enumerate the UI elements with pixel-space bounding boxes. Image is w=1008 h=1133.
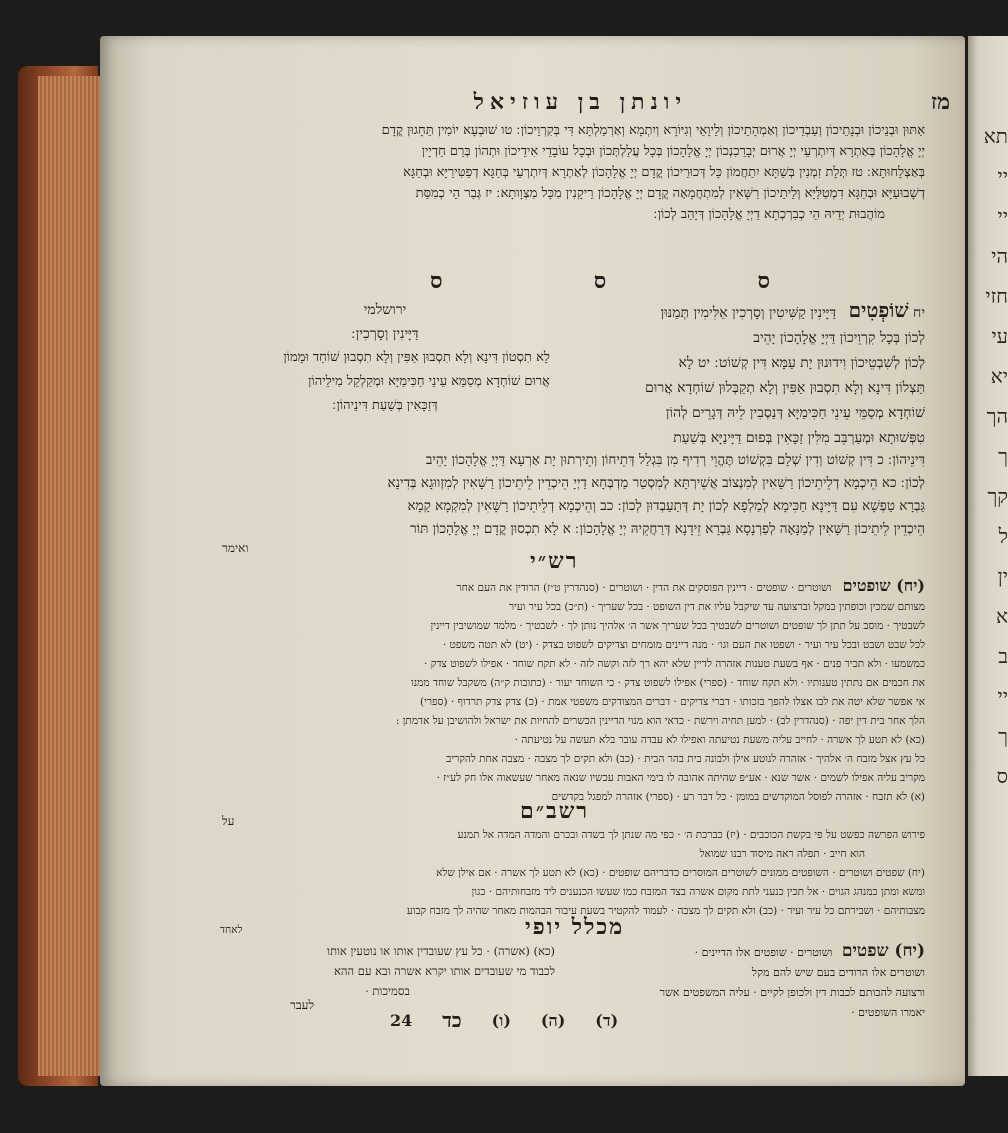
column-subheading: דַּיָּינִין וְסָרְכִין ׃ — [351, 326, 419, 342]
separator-mark: ס — [430, 268, 443, 294]
text-fragment: תא — [983, 124, 1008, 148]
text-line: כמשמעו · ולא תכיר פנים · אף בשעת טענות אזהרה לדיין שלא יהא רך לזה וקשה לזה · לא תקח שוחד · אפילו לשפוט צדק · — [424, 658, 925, 670]
text-fragment: קך — [987, 484, 1008, 508]
verse-number: יח — [913, 305, 925, 321]
text-line: לְכוֹן ׃ כא הֵיכְמָא דְלֵיתֵיכוֹן רַשָּׁאִין לְמִנְצוֹב אֲשֵׁירְתָּא לְמִסְטַר מַדְבְּחָא דַיְיָ הֵיכְדֵין לֵיתֵיכוֹן רַשָּׁאִין לְמִזְווּגָא בְּדִינָא — [387, 475, 925, 491]
text-fragment: ל — [998, 524, 1008, 548]
text-line: ורצועה להכותם לכבות דין ולכופן לקיים · עליה המשפטים אשר — [659, 986, 925, 999]
lead-word: (יח) שפטים — [841, 941, 925, 961]
text-line: דְּזַכָּאִין בְּשַׁעַת דִּינֵיהוֹן ׃ — [332, 398, 438, 413]
text-line: הוא חייב · תפלה ראה מיסוד רבנו שמואל — [699, 848, 865, 860]
text-line: טִפְּשׁוּתָא וּמְעַרְבֵּב מִלִּין זַכָּאִין בְּפוּם דַּיָּינַיָּא בְּשַׁעַת — [673, 430, 925, 446]
onkelos-column — [580, 298, 925, 451]
text-line — [580, 298, 925, 326]
catch-word: על — [222, 814, 235, 828]
top-targum-block — [220, 120, 925, 225]
michlal-yofi-title: מכלל יופי — [525, 914, 625, 940]
page-title: יונתן בן עוזיאל — [473, 89, 688, 115]
text-line: לאחד — [220, 924, 243, 936]
text-line: לכבוד מי שעובדים אותו יקרא אשרה ובא עם ההא — [334, 964, 555, 978]
text-fragment: יי — [997, 684, 1008, 708]
rashbam-title: רשב״ם — [520, 798, 590, 824]
text-line: לָא תִסְטוֹן דִּינָא וְלָא תִסְבוּן אַפִּין וְלָא תִסְבוּן שׁוֹחַד וּמָמוֹן — [283, 350, 550, 365]
text-line: כל עץ אצל מזבח ה׳ אלהיך · אזהרה לנוטע אילן ולבונה בית בהר הבית · (כב) ולא תקים לך מצבה · מצבה אחת להקריב — [446, 753, 925, 765]
text-line: לכל שבט ושבט ובכל עיר ועיר · ושפטו את העם וגו׳ · מנה דיינים מומחים וצדיקים לשפוט בצדק · (יט) לא תטה משפט · — [442, 639, 925, 651]
footer-mark: (ה) — [540, 1010, 566, 1030]
section-separator — [430, 268, 770, 294]
text-fragment: יי — [997, 164, 1008, 188]
page-folio-number: 24 — [390, 1011, 413, 1030]
text-line: אֲרוּם שׁוֹחְדָא מְסַמֵּא עֵינֵי חַכִּימַיָּא וּמְקַלְקֵל מִילֵיהוֹן — [308, 374, 550, 389]
text-line: ושוטרים אלו הרודים בעם שיש להם מקל — [751, 966, 925, 979]
text-line — [540, 941, 925, 963]
text-line: מקריב עליה אפילו לשמים · אשר שנא · אע״פ שהיתה אהובה לו בימי האבות עכשיו שנאה מאחר שעשאוה אלו חק לע״ז · — [436, 772, 925, 784]
book-page — [100, 36, 965, 1086]
text-fragment: עי — [991, 324, 1008, 348]
text-line: הֵיכְדֵין לֵיתֵיכוֹן רַשָּׁאִין לְמַנָּאָה לְפַרְנָסָא גַּבְרָא זֵידָנָא דְּרַחֲקֵיהּ יְיָ אֱלָהָכוֹן ׃ א לָא תִכְסוּן קֳדָם יְיָ אֱלָהָכוֹן תּוֹר — [409, 521, 925, 537]
text-line: לשבטיך · מוסב על תתן לך שופטים ושוטרים לשבטיך בכל שעריך אשר ה׳ אלהיך נותן לך · לשבטיך · מלמד שמושיבין דיינין — [430, 620, 925, 632]
text-line: דַּיָּינִין קַשִּׁיטִין וְסָרְכִין אַלִּימִין תְּמַנּוּן — [660, 305, 837, 321]
catch-word: ואימר — [222, 541, 249, 555]
running-head — [270, 84, 950, 120]
text-line: (כא) (אשרה) · כל עץ שעובדין אותו או נוטעין אותו — [327, 944, 555, 958]
book — [18, 36, 1008, 1096]
text-fragment: חזי — [985, 284, 1008, 308]
text-line: יאמרו השופטים · — [851, 1006, 925, 1019]
text-line: יְיָ אֱלָהָכוֹן בְּאַתְרָא דְּיִתְרְעֵי יְיָ אֲרוּם יְבָרֵכִנְכוֹן יְיָ אֱלָהָכוֹן בְּכָל עֲלַלְתְּכוֹן וּבְכָל עוֹבָדֵי אִידֵיכוֹן וּתְהוֹן בְּרַם חַדְיָין — [421, 144, 925, 159]
text-fragment: יי — [997, 204, 1008, 228]
page-footer — [390, 1008, 730, 1033]
separator-mark: ס — [757, 268, 770, 294]
text-line: תַּצְלוֹן דִּינָא וְלָא תִסְבוּן אַפִּין וְלָא תְקַבְּלוּן שׁוֹחְדָא אֲרוּם — [645, 380, 925, 396]
page-edges — [38, 76, 108, 1076]
text-line: גַּבְרָא טַפְשָׁא עִם דַּיָּינָא חַכִּימָא לְמַלְפָא לְכוֹן יָת דְּתַעַבְדוּן לְכוֹן ׃ כב וְהֵיכְמָא דְלֵיתֵיכוֹן רַשָּׁאִין לְמִקְמָא קָמָא — [407, 498, 925, 514]
text-fragment: ך — [998, 444, 1008, 468]
yerushalmi-column — [220, 298, 550, 418]
text-fragment: ב — [998, 644, 1008, 668]
rashi-commentary — [220, 576, 925, 807]
text-fragment: הי — [991, 244, 1008, 268]
text-line: הלך אחר בית דין יפה · (סנהדרין לב) · למען תחיה וירשת · כדאי הוא מנוי הדיינין הכשרים להחיות את ישראל ולהושיבן על אדמתן : — [395, 715, 925, 727]
text-line: שׁוֹחְדָא מְסַמֵּי עֵינֵי חַכִּימַיָּא דְּנַסְבִין לֵיהּ דְּגָרֵים לְהוֹן — [665, 405, 925, 421]
page-number: מז — [930, 89, 950, 115]
text-line — [220, 576, 925, 598]
text-line: מצבותיהם · ושבירתם כל עיר ועיר · (כב) ולא תקים לך מצבה · לעמוד להקטיר בשעת עיבור הבהמות מאחר שהיה לך מזבח קבוע — [406, 905, 925, 917]
text-line: מוֹהֲבוּת יְדֵיהּ הֵי כְבִרְכְתָא דַיְיָ אֱלָהָכוֹן דְּיָהַב לְכוֹן ׃ — [653, 207, 885, 222]
lead-word: (יח) שופטים — [842, 576, 925, 595]
text-line: (כא) לא תטע לך אשרה · לחייב עליה משעת נטיעתה ואפילו לא עבדה עובר בלא תעשה על נטיעתה · — [514, 734, 925, 746]
text-line: מצותם שמכין וכופתין במקל וברצועה עד שיקבל עליו את דין השופט · בכל שעריך · (ת״כ) בכל עיר ועיר — [508, 601, 925, 613]
separator-mark: ס — [593, 268, 607, 294]
lead-word: שׁוֹפְטִים — [848, 298, 909, 322]
text-line: אַתּוּן וּבְנֵיכוֹן וּבְנָתֵיכוֹן וְעַבְדֵיכוֹן וְאַמְהָתֵיכוֹן וְלֵיוָאֵי וְגִיּוֹרָא וְיִתְמָא וְאַרְמַלְתָּא דִּי בְּקִרְוֵיכוֹן ׃ טו שׁוּבְעָא יוֹמִין תֵּחָגוּן קֳדָם — [381, 123, 925, 138]
signature-mark: כד — [442, 1008, 462, 1032]
text-line: (יח) שפטים ושוטרים · השופטים ממונים לשוטרים המוסרים כדבריהם שופטים · (כא) לא תטע לך אשרה · אם אילן שלא — [436, 867, 925, 879]
text-line: ומשא ומתן כמנהג הגוים · אל תכין כנעני לתת מקום אשרה בצד המזבח כמו שעשו הכנענים ליד מזבחותיהם · כגון — [471, 886, 925, 898]
michlal-yofi-left-column — [220, 941, 555, 1001]
text-fragment: א — [995, 604, 1008, 628]
text-line: דִּינֵיהוֹן ׃ כ דִּין קְשׁוֹט וְדִין שְׁלָם בִּקְשׁוֹט תֶּהֱוֵי רְדִיף מִן בִּגְלַל דְּתֵיחוֹן וְתֵירְתוּן יָת אַרְעָא דַּיְיָ אֱלָהָכוֹן יָהֵיב — [425, 452, 925, 468]
text-fragment: ס — [996, 764, 1008, 788]
adjacent-page-edge — [968, 36, 1008, 1076]
text-fragment: הך — [986, 404, 1008, 428]
text-line: (א) לא תזבח · אזהרה לפוסל המוקדשים במומן · כל דבר רע · (ספרי) אזהרה למפגל בקדשים — [551, 791, 925, 803]
text-line: בְּאַצְלָחוּתָא ׃ טז תְּלָת זִמְנִין בְּשַׁתָּא יִתַחֲמוֹן כָּל דְּכוּרֵיכוֹן קֳדָם יְיָ אֱלָהָכוֹן לְאַתְרָא דְּיִתְרְעֵי בְּחַגָּא דְפַטִּירַיָּא וּבְחַגָּא — [403, 165, 925, 180]
text-line: לְכוֹן בְּכָל קִרְוֵיכוֹן דַּיְיָ אֱלָהָכוֹן יָהֵיב — [753, 330, 925, 346]
text-fragment: יא — [990, 364, 1008, 388]
text-line: אי אפשר שלא יטה את לבו אצלו להפך בזכותו · דברי צדיקים · דברים המצודקים משפטי אמת · (כ) צדק צדק תרדוף · (ספרי) — [419, 696, 925, 708]
text-line: ושוטרים · שופטים אלו הדיינים · — [694, 946, 833, 959]
column-heading: ירושלמי — [363, 302, 407, 318]
footer-mark: (ו) — [491, 1010, 511, 1030]
text-fragment: ך — [998, 724, 1008, 748]
catch-word: לעבר — [290, 998, 315, 1012]
targum-continuation — [220, 449, 925, 541]
adjacent-page-fragments — [968, 36, 1008, 796]
rashi-title: רש״י — [530, 548, 579, 574]
text-line: פירוש הפרשה כפשט על פי בקשת הכוכבים · (יז) כברכת ה׳ · כפי מה שנתן לך בשדה ובכרם והמדה המדה אל תמנע — [457, 829, 925, 841]
text-line: בסמיכות · — [365, 984, 410, 998]
text-line: את חכמים אם נתתין טענותיו · ולא תקח שוחד · (ספרי) אפילו לשפוט צדק · כי השוחד יעור · (כתובות ק״ה) משקבל שוחד ממנו — [411, 677, 925, 689]
text-line: ושוטרים · שופטים · דיינין הפוסקים את הדין · ושוטרים · (סנהדרין ט״ז) הרודין את העם אחר — [456, 582, 832, 594]
footer-mark: (ד) — [595, 1010, 619, 1030]
text-fragment: ין — [997, 564, 1008, 588]
text-line: לְכוֹן לְשִׁבְטֵיכוֹן וִידוּנוּן יָת עַמָּא דִּין קְשׁוֹט ׃ יט לָא — [678, 355, 925, 371]
text-line: דְשָׁבוּעַיָּא וּבְחַגָּא דִמְטַלַּיָּא וְלֵיתֵיכוֹן רַשָּׁאִין לְמִתְחֲמָאָה קֳדָם יְיָ אֱלָהָכוֹן רֵיקָנִין מִכָּל מִצְוָותָא ׃ יז גְּבַר הֵי כְמִסַּת — [415, 186, 925, 201]
